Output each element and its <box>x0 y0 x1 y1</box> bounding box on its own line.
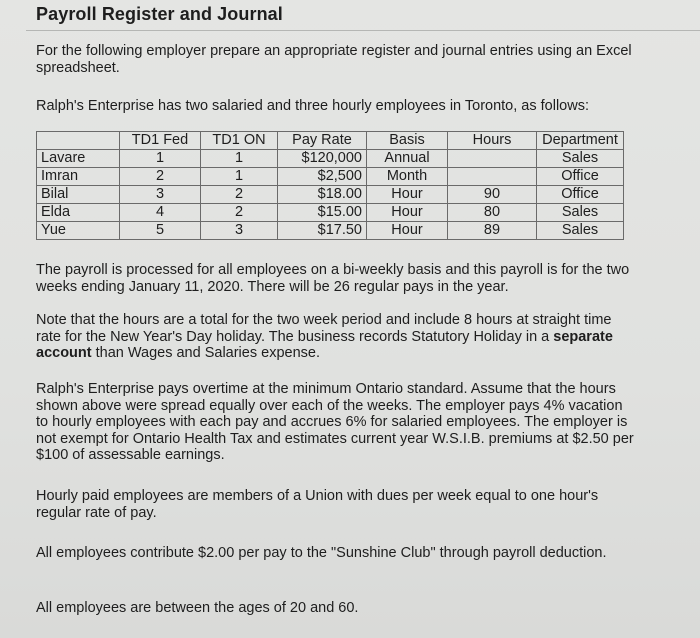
note-text: Note that the hours are a total for the two week period and include 8 hours at straight time rate for the New Year's Day holiday. The business records Statutory Holiday in a <box>36 312 612 345</box>
department-cell: Sales <box>537 222 624 240</box>
table-header-cell: Pay Rate <box>278 132 367 150</box>
note-paragraph <box>36 312 636 362</box>
table-row <box>37 222 624 240</box>
basis-cell: Annual <box>367 150 448 168</box>
basis-cell: Hour <box>367 204 448 222</box>
td1-on-cell: 1 <box>201 168 278 186</box>
hours-cell <box>448 150 537 168</box>
basis-cell: Hour <box>367 222 448 240</box>
td1-fed-cell: 5 <box>120 222 201 240</box>
hours-cell: 90 <box>448 186 537 204</box>
td1-fed-cell: 2 <box>120 168 201 186</box>
td1-on-cell: 3 <box>201 222 278 240</box>
department-cell: Sales <box>537 204 624 222</box>
basis-cell: Hour <box>367 186 448 204</box>
td1-fed-cell: 4 <box>120 204 201 222</box>
page-title: Payroll Register and Journal <box>36 4 283 24</box>
pay-rate-cell: $15.00 <box>278 204 367 222</box>
td1-fed-cell: 1 <box>120 150 201 168</box>
table-header-cell: Department <box>537 132 624 150</box>
employee-table <box>36 131 624 240</box>
td1-fed-cell: 3 <box>120 186 201 204</box>
note-text-end: than Wages and Salaries expense. <box>91 345 320 361</box>
pay-rate-cell: $17.50 <box>278 222 367 240</box>
pay-rate-cell: $2,500 <box>278 168 367 186</box>
table-header-cell: TD1 ON <box>201 132 278 150</box>
employee-name: Bilal <box>37 186 120 204</box>
payroll-paragraph: The payroll is processed for all employees on a bi-weekly basis and this payroll is for the two weeks ending January 11, 2020. There will be 26 regular pays in the year. <box>36 262 630 295</box>
table-header-cell <box>37 132 120 150</box>
department-cell: Office <box>537 168 624 186</box>
employee-name: Imran <box>37 168 120 186</box>
intro-paragraph: For the following employer prepare an appropriate register and journal entries using an Excel spreadsheet. <box>36 43 632 76</box>
table-row <box>37 168 624 186</box>
pay-rate-cell: $120,000 <box>278 150 367 168</box>
hours-cell: 80 <box>448 204 537 222</box>
overtime-paragraph: Ralph's Enterprise pays overtime at the minimum Ontario standard. Assume that the hours shown above were spread equally over each of the weeks. The employer pays 4% vacation to hourly employees with each pay and accrues 6% for salaried employees. The employer is not exempt for Ontario Health Tax and estimates current year W.S.I.B. premiums at $2.50 per $100 of assessable earnings. <box>36 381 634 463</box>
td1-on-cell: 2 <box>201 204 278 222</box>
ages-paragraph: All employees are between the ages of 20 and 60. <box>36 600 359 616</box>
table-header-cell: Basis <box>367 132 448 150</box>
company-paragraph: Ralph's Enterprise has two salaried and three hourly employees in Toronto, as follows: <box>36 98 589 114</box>
employee-name: Yue <box>37 222 120 240</box>
note-emphasis: separate account <box>36 328 613 361</box>
hours-cell <box>448 168 537 186</box>
table-header-row <box>37 132 624 150</box>
td1-on-cell: 1 <box>201 150 278 168</box>
table-row <box>37 150 624 168</box>
department-cell: Office <box>537 186 624 204</box>
employee-name: Lavare <box>37 150 120 168</box>
td1-on-cell: 2 <box>201 186 278 204</box>
department-cell: Sales <box>537 150 624 168</box>
title-divider <box>26 30 700 31</box>
employee-name: Elda <box>37 204 120 222</box>
table-row <box>37 186 624 204</box>
hours-cell: 89 <box>448 222 537 240</box>
table-header-cell: Hours <box>448 132 537 150</box>
basis-cell: Month <box>367 168 448 186</box>
table-header-cell: TD1 Fed <box>120 132 201 150</box>
sunshine-paragraph: All employees contribute $2.00 per pay to the "Sunshine Club" through payroll deduction. <box>36 545 607 561</box>
table-row <box>37 204 624 222</box>
pay-rate-cell: $18.00 <box>278 186 367 204</box>
union-paragraph: Hourly paid employees are members of a Union with dues per week equal to one hour's regular rate of pay. <box>36 488 599 521</box>
